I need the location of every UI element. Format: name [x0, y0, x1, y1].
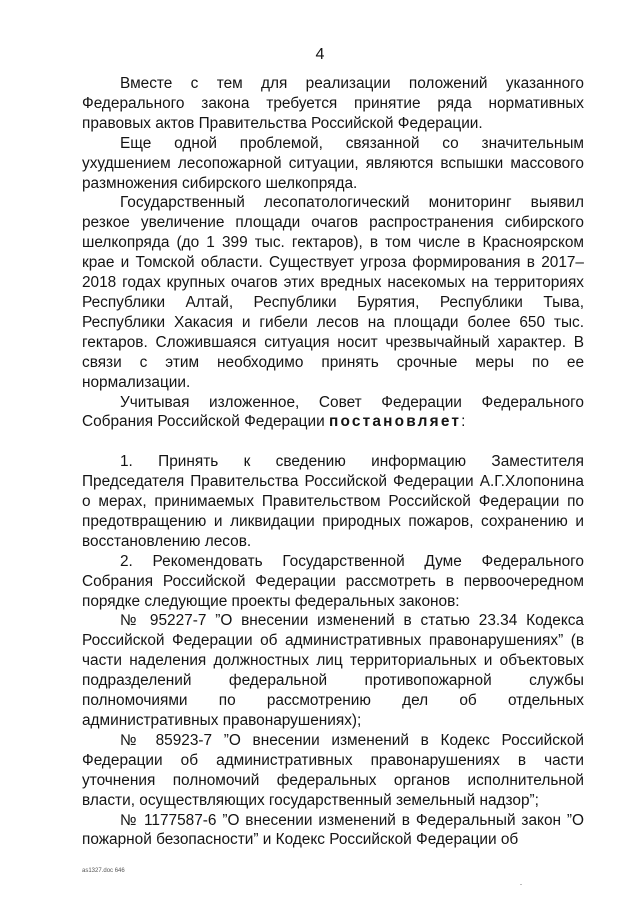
- resolution-intro: [82, 393, 584, 433]
- page-number: 4: [315, 46, 325, 63]
- paragraph: Еще одной проблемой, связанной со значительным ухудшением лесопожарной ситуации, являются вспышки массового размножения сибирского шелкопряда.: [82, 134, 584, 192]
- bill-item: № 85923-7 ”О внесении изменений в Кодекс Российской Федерации об административных правонарушениях в части уточнения полномочий федеральных органов исполнительной власти, осуществляющих государственный земельный надзор”;: [82, 731, 584, 809]
- resolution-colon: :: [461, 413, 466, 431]
- scan-speck: [520, 884, 522, 885]
- bill-item: № 1177587-6 ”О внесении изменений в Федеральный закон ”О пожарной безопасности” и Кодекс Российской Федерации об: [82, 811, 584, 849]
- document-body: [82, 74, 584, 850]
- resolution-item-2: 2. Рекомендовать Государственной Думе Федерального Собрания Российской Федерации рассмотреть в первоочередном порядке следующие проекты федеральных законов:: [82, 552, 584, 610]
- footer-doc-code: as1327.doc 646: [82, 868, 125, 874]
- paragraph: Государственный лесопатологический мониторинг выявил резкое увеличение площади очагов распространения сибирского шелкопряда (до 1 399 тыс. гектаров), в том числе в Красноярском крае и Томской области. Существует угроза формирования в 2017–2018 годах крупных очагов этих вредных насекомых на территориях Республики Алтай, Республики Бурятия, Республики Тыва, Республики Хакасия и гибели лесов на площади более 650 тыс. гектаров. Сложившаяся ситуация носит чрезвычайный характер. В связи с этим необходимо принять срочные меры по ее нормализации.: [82, 194, 584, 391]
- resolution-keyword: постановляет: [328, 413, 462, 431]
- bill-item: № 95227-7 ”О внесении изменений в статью 23.34 Кодекса Российской Федерации об административных правонарушениях” (в части наделения должностных лиц территориальных и объектовых подразделений федеральной противопожарной службы полномочиями по рассмотрению дел об отдельных административных правонарушениях);: [82, 612, 584, 729]
- paragraph: Вместе с тем для реализации положений указанного Федерального закона требуется принятие ряда нормативных правовых актов Правительства Российской Федерации.: [82, 75, 584, 132]
- resolution-intro-text: Учитывая изложенное, Совет Федерации Федерального Собрания Российской Федерации: [82, 393, 584, 431]
- resolution-item-1: 1. Принять к сведению информацию Заместителя Председателя Правительства Российской Федерации А.Г.Хлопонина о мерах, принимаемых Правительством Российской Федерации по предотвращению и ликвидации природных пожаров, сохранению и восстановлению лесов.: [82, 453, 584, 550]
